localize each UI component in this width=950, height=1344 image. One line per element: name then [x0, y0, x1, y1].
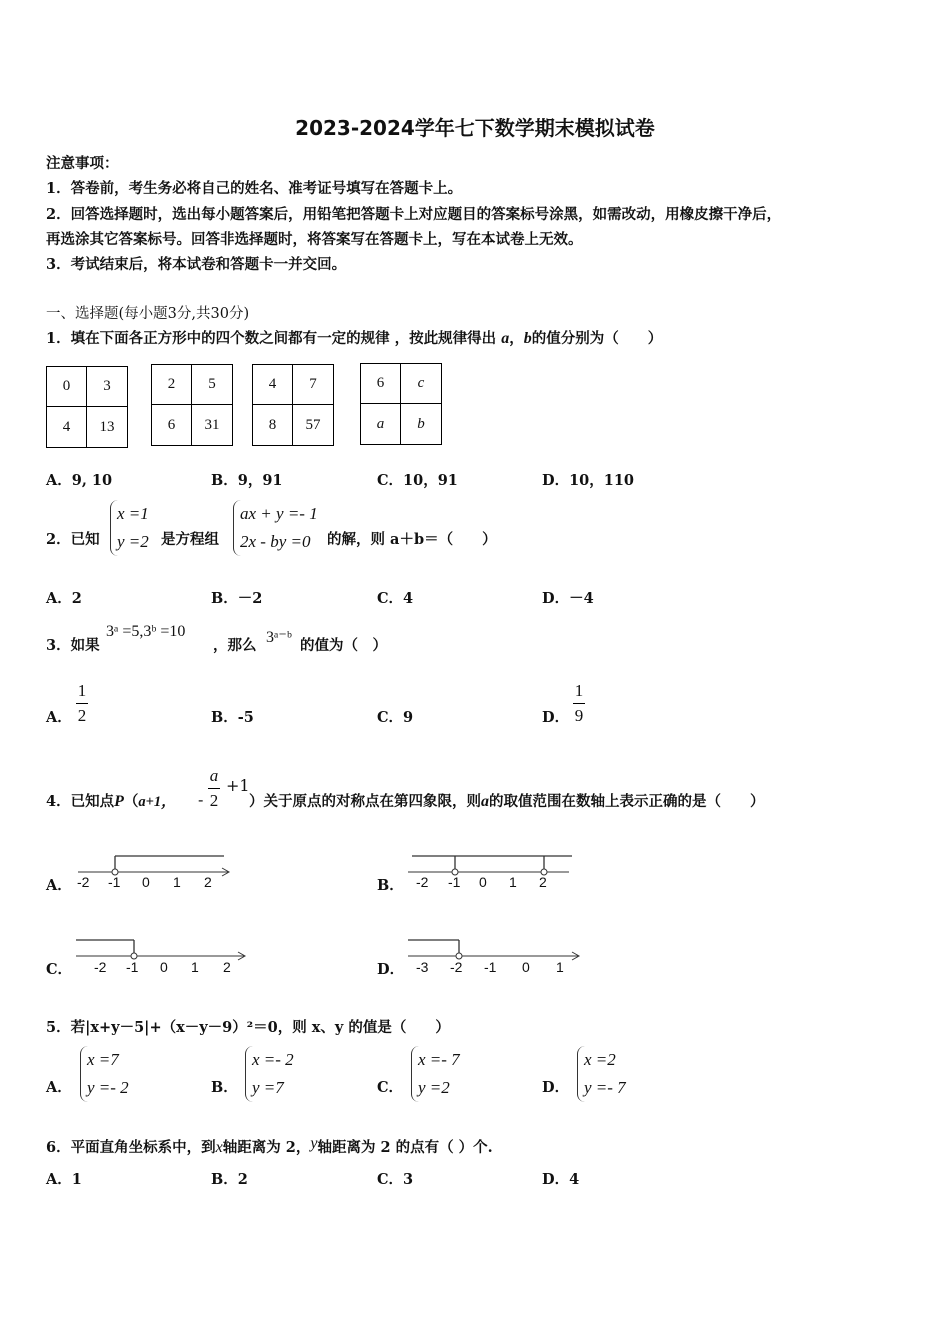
q3-expression-2: 3ᵃ⁻ᵇ: [266, 629, 292, 646]
svg-text:0: 0: [142, 874, 150, 890]
q3-fraction-d: 1 9: [574, 681, 584, 725]
q3-mid: ，那么: [213, 637, 257, 654]
svg-text:2: 2: [223, 959, 231, 975]
svg-text:-2: -2: [77, 874, 90, 890]
page-title: 2023-2024学年七下数学期末模拟试卷: [295, 116, 655, 140]
q2-option-c: C．4: [377, 590, 414, 607]
q5-stem: 5．若|x+y－5|+（x－y－9）²＝0，则 x、y 的值是（ ）: [46, 1019, 450, 1036]
q1-option-c: C．10，91: [377, 472, 458, 489]
notice-item: 3．考试结束后，将本试卷和答题卡一并交回。: [46, 256, 347, 273]
svg-text:0: 0: [479, 874, 487, 890]
q6-option-d: D．4: [542, 1171, 580, 1188]
q2-system-1: x =1 y =2: [110, 500, 149, 556]
svg-text:2: 2: [539, 874, 547, 890]
svg-text:-1: -1: [448, 874, 461, 890]
svg-text:1: 1: [509, 874, 517, 890]
q6-option-a: A．1: [46, 1171, 82, 1188]
svg-text:-2: -2: [416, 874, 429, 890]
q1-option-d: D．10，110: [542, 472, 635, 489]
svg-text:-2: -2: [94, 959, 107, 975]
q4-minus: -: [198, 790, 204, 809]
svg-text:-3: -3: [416, 959, 429, 975]
svg-text:0: 0: [522, 959, 530, 975]
number-line-a: [72, 850, 232, 892]
q6-stem: 6．平面直角坐标系中，到x轴距离为 2，y轴距离为 2 的点有（ ）个.: [46, 1135, 493, 1156]
q5-option-b: B．: [211, 1079, 238, 1096]
notice-heading: 注意事项：: [46, 155, 119, 172]
svg-text:-1: -1: [484, 959, 497, 975]
number-line-d: [404, 934, 584, 976]
q2-option-d: D．－4: [542, 590, 594, 607]
q5-option-d: D．: [542, 1079, 570, 1096]
q1-option-b: B．9，91: [211, 472, 283, 489]
svg-text:-1: -1: [108, 874, 121, 890]
q6-option-b: B．2: [211, 1171, 248, 1188]
q4-option-c: C．: [46, 961, 73, 978]
q2-system-2: ax + y =- 1 2x - by =0: [233, 500, 318, 556]
q1-stem: 1．填在下面各正方形中的四个数之间都有一定的规律 ，按此规律得出 a，b的值分别为（ ）: [46, 330, 663, 347]
q5-system-a: x =7 y =- 2: [80, 1046, 129, 1102]
q2-suffix: 的解，则 a＋b＝（ ）: [327, 531, 497, 548]
q4-option-b: B．: [377, 877, 404, 894]
q2-option-b: B．－2: [211, 590, 263, 607]
svg-text:2: 2: [204, 874, 212, 890]
q3-option-b: B．-5: [211, 709, 254, 726]
number-square: 2 5 6 31: [151, 364, 233, 446]
number-square: 4 7 8 57: [252, 364, 334, 446]
svg-text:1: 1: [191, 959, 199, 975]
number-line-c: [72, 934, 252, 976]
number-line-b: [404, 850, 576, 892]
q3-option-d: D．: [542, 709, 570, 726]
q4-stem-suffix: ）关于原点的对称点在第四象限，则a的取值范围在数轴上表示正确的是（ ）: [249, 793, 765, 810]
q2-option-a: A．2: [46, 590, 82, 607]
q6-option-c: C．3: [377, 1171, 414, 1188]
q4-option-d: D．: [377, 961, 405, 978]
q1-option-a: A．9, 10: [46, 472, 113, 489]
svg-text:-2: -2: [450, 959, 463, 975]
q5-option-a: A．: [46, 1079, 72, 1096]
q2-mid: 是方程组: [161, 531, 219, 548]
q4-plus-one: +1: [226, 776, 250, 795]
notice-item: 1．答卷前，考生务必将自己的姓名、准考证号填写在答题卡上。: [46, 180, 463, 197]
q5-system-b: x =- 2 y =7: [245, 1046, 294, 1102]
svg-text:-1: -1: [126, 959, 139, 975]
q4-option-a: A．: [46, 877, 72, 894]
q5-system-d: x =2 y =- 7: [577, 1046, 626, 1102]
q5-system-c: x =- 7 y =2: [411, 1046, 460, 1102]
q4-fraction: a 2: [209, 766, 219, 810]
number-square: 0 3 4 13: [46, 366, 128, 448]
q3-option-c: C．9: [377, 709, 414, 726]
svg-text:0: 0: [160, 959, 168, 975]
notice-item: 再选涂其它答案标号。回答非选择题时，将答案写在答题卡上，写在本试卷上无效。: [46, 231, 583, 248]
q3-prefix: 3．如果: [46, 637, 100, 654]
svg-text:1: 1: [173, 874, 181, 890]
q3-option-a: A．: [46, 709, 72, 726]
q2-prefix: 2．已知: [46, 531, 100, 548]
q3-fraction-a: 1 2: [77, 681, 87, 725]
number-square: 6 c a b: [360, 363, 442, 445]
section-heading: 一、选择题(每小题3分,共30分): [46, 306, 250, 322]
q3-suffix: 的值为（ ）: [300, 637, 387, 654]
q4-stem: 4．已知点P（a+1，: [46, 793, 176, 810]
svg-text:1: 1: [556, 959, 564, 975]
q3-expression: 3ᵃ =5,3ᵇ =10: [106, 623, 186, 640]
notice-item: 2．回答选择题时，选出每小题答案后，用铅笔把答题卡上对应题目的答案标号涂黑，如需改动，用橡皮擦干净后，: [46, 206, 782, 223]
q5-option-c: C．: [377, 1079, 404, 1096]
